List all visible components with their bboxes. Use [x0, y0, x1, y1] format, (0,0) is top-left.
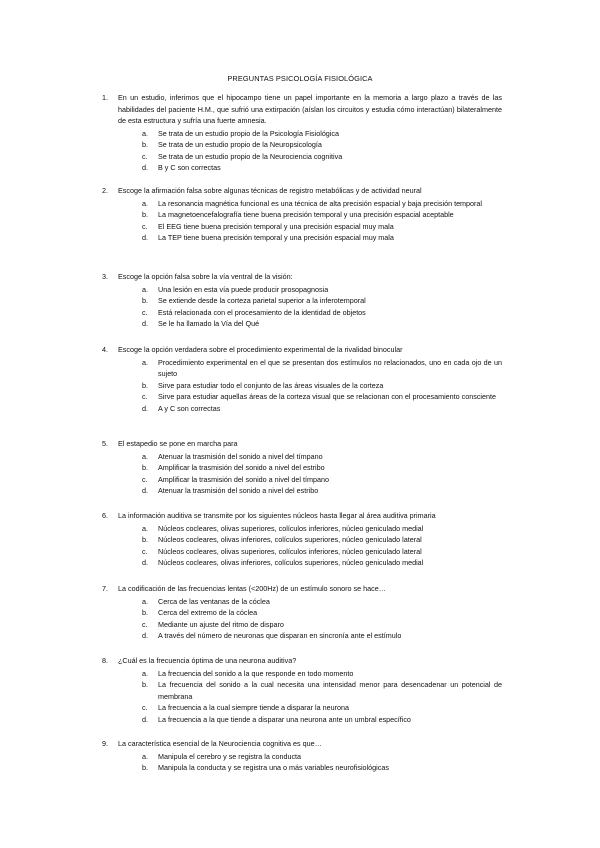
option-letter: a. [142, 357, 148, 367]
option-letter: c. [142, 392, 148, 401]
option-letter: c. [142, 151, 148, 161]
option [102, 162, 502, 174]
option-list [102, 451, 502, 497]
question-stem [102, 655, 502, 667]
option-text: La frecuencia a la cual siempre tiende a disparar la neurona [158, 703, 349, 712]
question-stem [102, 510, 502, 522]
option-text: Se extiende desde la corteza parietal superior a la inferotemporal [158, 296, 366, 305]
option [102, 702, 502, 714]
question-text: La información auditiva se transmite por los siguientes núcleos hasta llegar al área auditiva primaria [118, 511, 436, 520]
option-text: Amplificar la trasmisión del sonido a nivel del tímpano [158, 474, 329, 484]
option [102, 474, 502, 486]
option [102, 318, 502, 330]
document-title: PREGUNTAS PSICOLOGÍA FISIOLÓGICA [227, 74, 373, 83]
option [102, 139, 502, 151]
option-text: El EEG tiene buena precisión temporal y una precisión espacial muy mala [158, 221, 394, 231]
option-letter: c. [142, 619, 148, 629]
option [102, 751, 502, 763]
option [102, 462, 502, 474]
question-4 [102, 344, 502, 414]
option-letter: d. [142, 319, 148, 328]
option-letter: c. [142, 221, 148, 231]
question-text: Escoge la afirmación falsa sobre algunas técnicas de registro metabólicas y de actividad neural [118, 186, 422, 195]
question-text: Escoge la opción verdadera sobre el procedimiento experimental de la rivalidad binocular [118, 345, 403, 354]
question-number: 4. [102, 345, 108, 354]
option-text: Una lesión en esta vía puede producir prosopagnosia [158, 284, 329, 294]
question-number: 6. [102, 511, 108, 520]
question-6 [102, 510, 502, 569]
option-letter: a. [142, 523, 148, 533]
question-stem [102, 92, 502, 127]
option [102, 151, 502, 163]
option-letter: a. [142, 198, 148, 208]
option-text: A través del número de neuronas que disparan en sincronía ante el estímulo [158, 631, 402, 640]
option-text: La resonancia magnética funcional es una técnica de alta precisión espacial y baja precisión temporal [158, 198, 483, 208]
option-letter: d. [142, 403, 148, 413]
question-stem [102, 344, 502, 356]
question-text: La codificación de las frecuencias lentas (<200Hz) de un estímulo sonoro se hace… [118, 584, 386, 593]
option-letter: a. [142, 284, 148, 294]
option-letter: b. [142, 608, 148, 617]
question-5 [102, 438, 502, 497]
question-text: En un estudio, inferimos que el hipocampo tiene un papel importante en la memoria a largo plazo a través de las habilidades del paciente H.M., que sufrió una extirpación (aíslan los circuitos y estudia cómo interactúan) bilateralmente de esta estructura y sufría una fuerte amnesia. [118, 93, 502, 125]
question-2 [102, 185, 502, 244]
option-text: Atenuar la trasmisión del sonido a nivel del estribo [158, 486, 319, 495]
question-number: 8. [102, 656, 108, 665]
option-list [102, 523, 502, 569]
option-letter: b. [142, 463, 148, 472]
option [102, 607, 502, 619]
question-3 [102, 271, 502, 330]
option [102, 403, 502, 415]
option-text: Procedimiento experimental en el que se presentan dos estímulos no relacionados, uno en cada ojo de un sujeto [158, 357, 502, 378]
option-letter: c. [142, 546, 148, 556]
option-list [102, 198, 502, 244]
option [102, 357, 502, 380]
option-letter: a. [142, 751, 148, 761]
question-number: 5. [102, 439, 108, 448]
option-letter: d. [142, 486, 148, 495]
option-text: Se trata de un estudio propio de la Neuropsicología [158, 140, 322, 149]
option [102, 451, 502, 463]
option-text: La frecuencia del sonido a la cual necesita una intensidad menor para desencadenar un potencial de membrana [158, 680, 502, 701]
option-text: Está relacionada con el procesamiento de la identidad de objetos [158, 307, 366, 317]
question-number: 7. [102, 584, 108, 593]
option [102, 232, 502, 244]
option-letter: d. [142, 631, 148, 640]
option-letter: b. [142, 210, 148, 219]
question-text: El estapedio se pone en marcha para [118, 439, 238, 448]
option [102, 630, 502, 642]
option [102, 198, 502, 210]
question-stem [102, 738, 502, 750]
option-letter: b. [142, 140, 148, 149]
option-letter: d. [142, 714, 148, 724]
option [102, 523, 502, 535]
option [102, 534, 502, 546]
option [102, 668, 502, 680]
option [102, 485, 502, 497]
option-letter: d. [142, 558, 148, 567]
option [102, 679, 502, 702]
option-list [102, 284, 502, 330]
option [102, 380, 502, 392]
question-stem [102, 583, 502, 595]
option-letter: a. [142, 668, 148, 678]
option-letter: c. [142, 307, 148, 317]
option-text: B y C son correctas [158, 163, 221, 172]
question-8 [102, 655, 502, 725]
option-text: Núcleos cocleares, olivas inferiores, colículos superiores, núcleo geniculado medial [158, 558, 424, 567]
question-text: Escoge la opción falsa sobre la vía ventral de la visión: [118, 272, 293, 281]
question-stem [102, 271, 502, 283]
option [102, 209, 502, 221]
option [102, 619, 502, 631]
option-letter: b. [142, 680, 148, 689]
option [102, 762, 502, 774]
option [102, 295, 502, 307]
question-9 [102, 738, 502, 774]
question-7 [102, 583, 502, 642]
option-list [102, 668, 502, 726]
option-letter: d. [142, 163, 148, 172]
option [102, 284, 502, 296]
option-text: Núcleos cocleares, olivas inferiores, colículos superiores, núcleo geniculado lateral [158, 535, 422, 544]
option-text: Cerca de las ventanas de la cóclea [158, 596, 270, 606]
option-list [102, 751, 502, 774]
option [102, 307, 502, 319]
question-stem [102, 185, 502, 197]
option-letter: b. [142, 535, 148, 544]
option-text: Núcleos cocleares, olivas superiores, colículos inferiores, núcleo geniculado lateral [158, 546, 422, 556]
option-text: Se le ha llamado la Vía del Qué [158, 319, 260, 328]
option-text: La magnetoencefalografía tiene buena precisión temporal y una precisión espacial aceptable [158, 210, 454, 219]
option-list [102, 596, 502, 642]
option-text: La frecuencia del sonido a la que responde en todo momento [158, 668, 354, 678]
option-letter: b. [142, 380, 148, 390]
question-number: 2. [102, 186, 108, 195]
question-text: ¿Cuál es la frecuencia óptima de una neurona auditiva? [118, 656, 297, 665]
option-text: Mediante un ajuste del ritmo de disparo [158, 619, 284, 629]
option-text: La TEP tiene buena precisión temporal y una precisión espacial muy mala [158, 233, 394, 242]
option-list [102, 128, 502, 174]
option-letter: b. [142, 763, 148, 772]
option-text: Amplificar la trasmisión del sonido a nivel del estribo [158, 463, 325, 472]
question-number: 9. [102, 739, 108, 748]
option-text: La frecuencia a la que tiende a disparar una neurona ante un umbral específico [158, 714, 411, 724]
question-stem [102, 438, 502, 450]
option-letter: b. [142, 296, 148, 305]
option-letter: a. [142, 596, 148, 606]
option-text: A y C son correctas [158, 403, 221, 413]
question-text: La característica esencial de la Neurociencia cognitiva es que… [118, 739, 322, 748]
option-text: Núcleos cocleares, olivas superiores, colículos inferiores, núcleo geniculado medial [158, 523, 424, 533]
option-letter: a. [142, 128, 148, 138]
option-text: Manipula la conducta y se registra una o más variables neurofisiológicas [158, 763, 389, 772]
option-letter: c. [142, 703, 148, 712]
question-1 [102, 92, 502, 174]
option [102, 128, 502, 140]
option-text: Se trata de un estudio propio de la Neurociencia cognitiva [158, 151, 343, 161]
option-text: Atenuar la trasmisión del sonido a nivel del tímpano [158, 451, 323, 461]
option [102, 391, 502, 403]
option-text: Se trata de un estudio propio de la Psicología Fisiológica [158, 128, 339, 138]
option-list [102, 357, 502, 415]
option-text: Sirve para estudiar aquellas áreas de la corteza visual que se relacionan con el procesamiento consciente [158, 392, 497, 401]
question-number: 3. [102, 272, 108, 281]
option [102, 714, 502, 726]
option-text: Cerca del extremo de la cóclea [158, 608, 258, 617]
option [102, 221, 502, 233]
option-text: Manipula el cerebro y se registra la conducta [158, 751, 302, 761]
option-letter: d. [142, 233, 148, 242]
option [102, 557, 502, 569]
option-text: Sirve para estudiar todo el conjunto de las áreas visuales de la corteza [158, 380, 384, 390]
option [102, 546, 502, 558]
option [102, 596, 502, 608]
option-letter: a. [142, 451, 148, 461]
question-number: 1. [102, 93, 108, 102]
option-letter: c. [142, 474, 148, 484]
